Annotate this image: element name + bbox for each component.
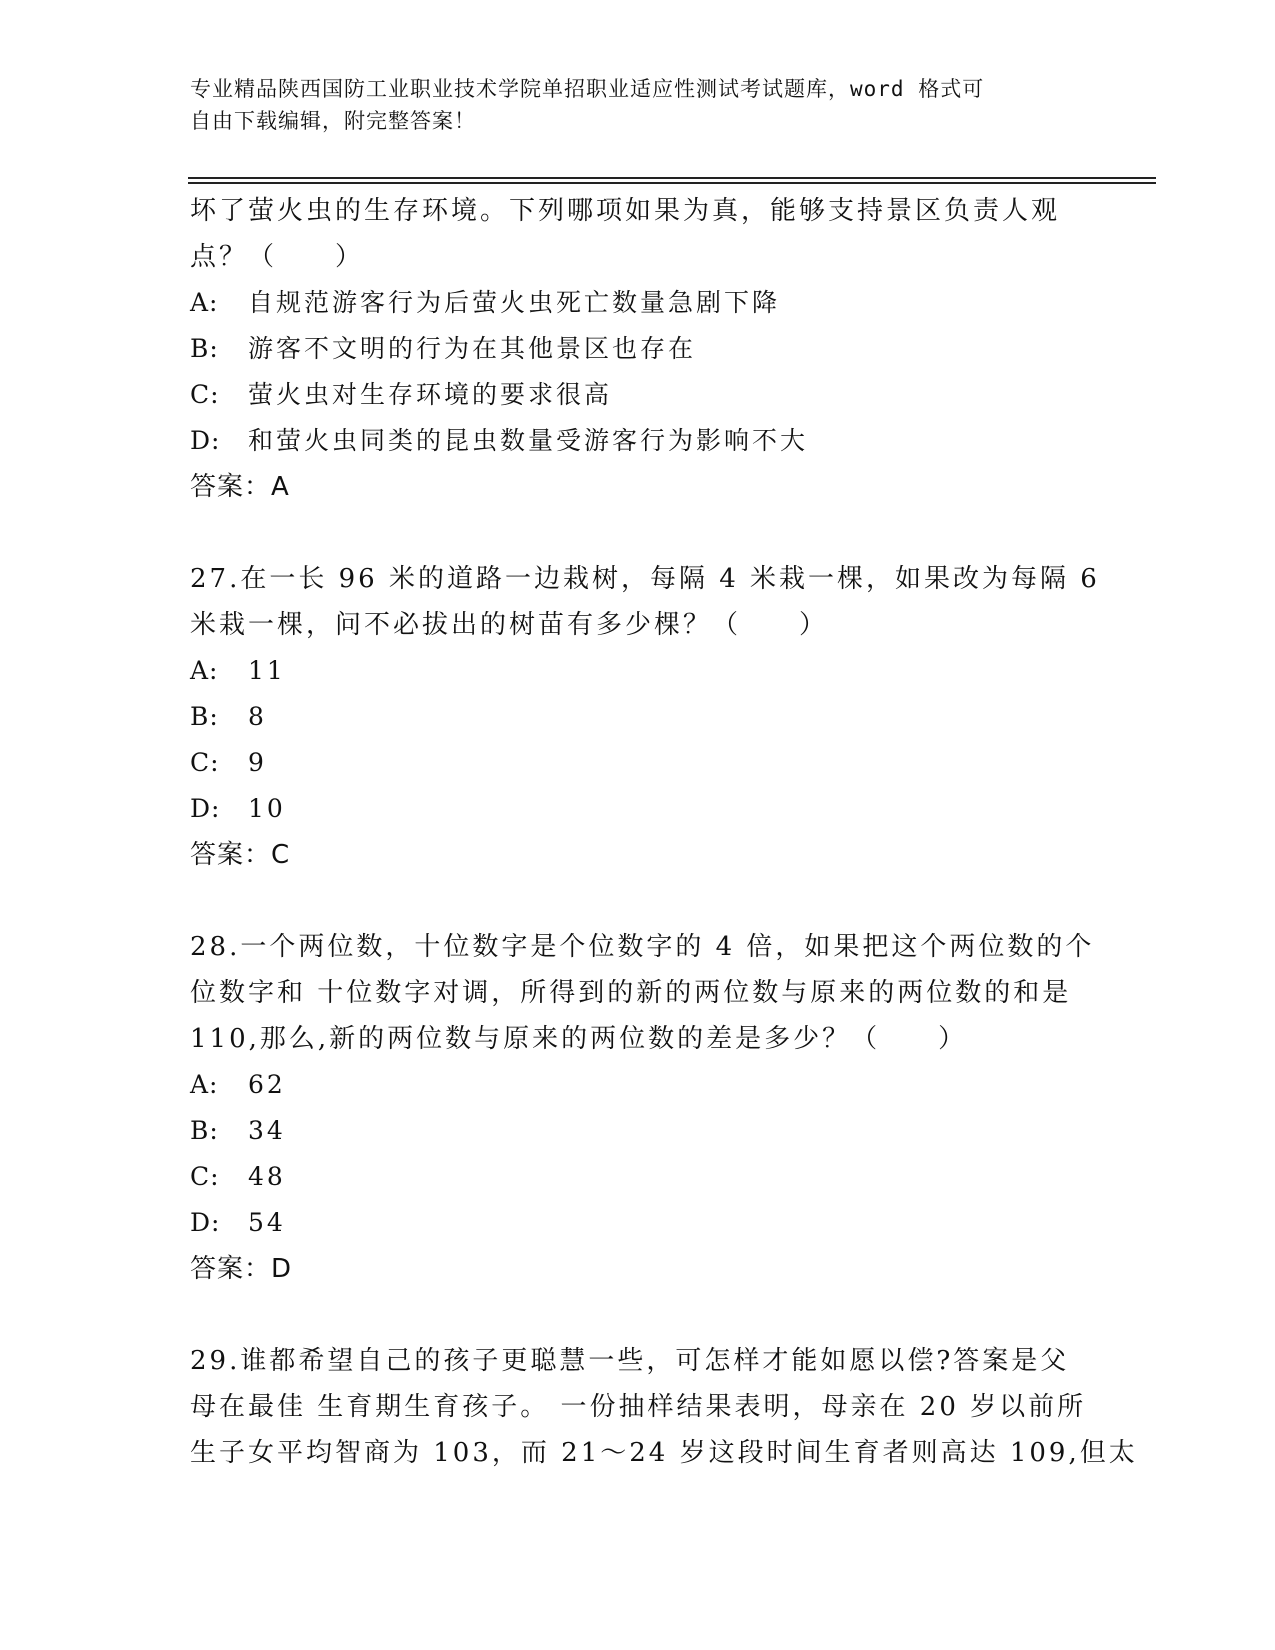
option-text: 34 [248, 1116, 286, 1145]
option-b [190, 326, 1090, 372]
option-letter: B: [190, 1116, 219, 1145]
header-divider-top [188, 177, 1156, 179]
option-text: 8 [248, 702, 267, 731]
document-body [190, 188, 1138, 1476]
question-text-line: 米栽一棵，问不必拔出的树苗有多少棵？（ ） [190, 610, 829, 640]
question-text-line: 28.一个两位数，十位数字是个位数字的 4 倍，如果把这个两位数的个 [190, 932, 1095, 962]
page-header [190, 73, 1070, 137]
option-text: 62 [248, 1070, 286, 1099]
question-text-line: 点？（ ） [190, 242, 365, 272]
option-c [190, 372, 1090, 418]
answer-line: 答案：A [190, 472, 290, 502]
option-a [190, 648, 1090, 694]
option-d [190, 786, 1090, 832]
option-c [190, 740, 1090, 786]
option-text: 11 [248, 656, 286, 685]
question-text-line: 29.谁都希望自己的孩子更聪慧一些，可怎样才能如愿以偿?答案是父 [190, 1346, 1070, 1376]
option-text: 10 [248, 794, 286, 823]
spacer [190, 1292, 1090, 1338]
option-letter: A: [190, 1070, 219, 1099]
header-divider-bottom [188, 182, 1156, 184]
option-d [190, 418, 1090, 464]
question-text-line: 生子女平均智商为 103，而 21～24 岁这段时间生育者则高达 109,但太 [190, 1438, 1138, 1468]
question-text-line: 坏了萤火虫的生存环境。下列哪项如果为真，能够支持景区负责人观 [190, 196, 1061, 226]
option-letter: D: [190, 426, 221, 455]
question-29 [190, 1338, 1138, 1476]
option-text: 萤火虫对生存环境的要求很高 [248, 380, 613, 409]
question-text-line: 27.在一长 96 米的道路一边栽树，每隔 4 米栽一棵，如果改为每隔 6 [190, 564, 1100, 594]
question-26 [190, 188, 1090, 510]
option-letter: D: [190, 794, 221, 823]
question-text-line: 110,那么,新的两位数与原来的两位数的差是多少？（ ） [190, 1024, 968, 1054]
answer-line: 答案：D [190, 1254, 293, 1284]
option-a [190, 1062, 1090, 1108]
option-letter: C: [190, 380, 220, 409]
option-text: 48 [248, 1162, 286, 1191]
header-line-1: 专业精品陕西国防工业职业技术学院单招职业适应性测试考试题库，word 格式可 [190, 77, 985, 101]
spacer [190, 878, 1090, 924]
question-27 [190, 556, 1100, 878]
option-d [190, 1200, 1090, 1246]
answer-line: 答案：C [190, 840, 291, 870]
option-letter: B: [190, 702, 219, 731]
question-text-line: 位数字和 十位数字对调，所得到的新的两位数与原来的两位数的和是 [190, 978, 1072, 1008]
option-text: 自规范游客行为后萤火虫死亡数量急剧下降 [248, 288, 781, 317]
question-text-line: 母在最佳 生育期生育孩子。 一份抽样结果表明，母亲在 20 岁以前所 [190, 1392, 1087, 1422]
option-text: 游客不文明的行为在其他景区也存在 [248, 334, 697, 363]
option-b [190, 1108, 1090, 1154]
option-letter: C: [190, 1162, 220, 1191]
header-line-2: 自由下载编辑，附完整答案！ [190, 109, 476, 133]
option-c [190, 1154, 1090, 1200]
option-letter: D: [190, 1208, 221, 1237]
question-28 [190, 924, 1095, 1292]
option-text: 和萤火虫同类的昆虫数量受游客行为影响不大 [248, 426, 809, 455]
option-letter: A: [190, 288, 219, 317]
option-text: 9 [248, 748, 267, 777]
option-letter: C: [190, 748, 220, 777]
option-a [190, 280, 1090, 326]
option-letter: A: [190, 656, 219, 685]
option-b [190, 694, 1090, 740]
option-text: 54 [248, 1208, 286, 1237]
spacer [190, 510, 1090, 556]
option-letter: B: [190, 334, 219, 363]
